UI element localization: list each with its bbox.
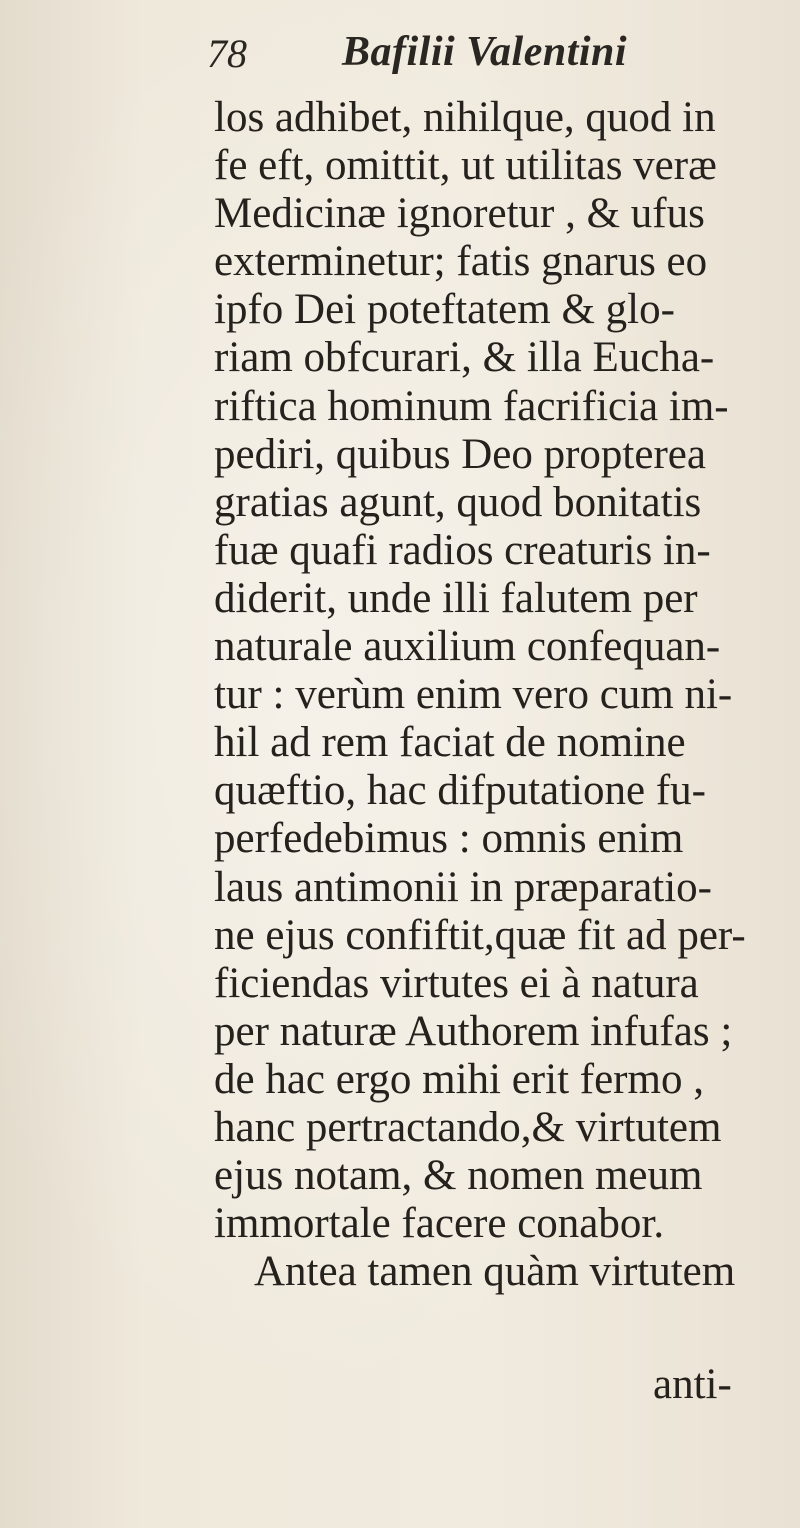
text-line: pediri, quibus Deo propterea: [214, 430, 706, 478]
text-line: de hac ergo mihi erit fermo ,: [214, 1055, 704, 1103]
page-number: 78: [207, 31, 247, 76]
text-line: ejus notam, & nomen meum: [214, 1152, 703, 1200]
text-line: fuæ quafi radios creaturis in-: [214, 526, 711, 574]
text-line: perfedebimus : omnis enim: [214, 815, 684, 863]
paragraph-start-line: Antea tamen quàm virtutem: [254, 1248, 736, 1296]
catchword: anti-: [653, 1361, 732, 1408]
text-line: immortale facere conabor.: [214, 1200, 665, 1248]
text-line: diderit, unde illi falutem per: [214, 574, 698, 622]
text-line: los adhibet, nihilque, quod in: [214, 94, 716, 141]
text-line: quæftio, hac difputatione fu-: [214, 767, 706, 815]
body-text: [214, 94, 794, 1296]
text-line: gratias agunt, quod bonitatis: [214, 478, 702, 526]
text-line: naturale auxilium confequan-: [214, 623, 721, 671]
text-line: ne ejus confiftit,quæ fit ad per-: [214, 911, 746, 959]
text-line: riam obfcurari, & illa Eucha-: [214, 334, 715, 382]
text-line: riftica hominum facrificia im-: [214, 382, 729, 430]
text-line: hanc pertractando,& virtutem: [214, 1103, 722, 1151]
text-line: Medicinæ ignoretur , & ufus: [214, 190, 705, 238]
text-line: ficiendas virtutes ei à natura: [214, 959, 699, 1007]
text-line: fe eft, omittit, ut utilitas veræ: [214, 142, 717, 190]
text-line: exterminetur; fatis gnarus eo: [214, 238, 708, 286]
text-line: hil ad rem faciat de nomine: [214, 719, 686, 767]
text-line: laus antimonii in præparatio-: [214, 863, 712, 911]
text-line: per naturæ Authorem infufas ;: [214, 1007, 733, 1055]
running-head: Bafilii Valentini: [342, 29, 628, 75]
text-line: ipfo Dei poteftatem & glo-: [214, 286, 675, 334]
text-line: tur : verùm enim vero cum ni-: [214, 671, 733, 719]
page-header: [207, 24, 667, 84]
